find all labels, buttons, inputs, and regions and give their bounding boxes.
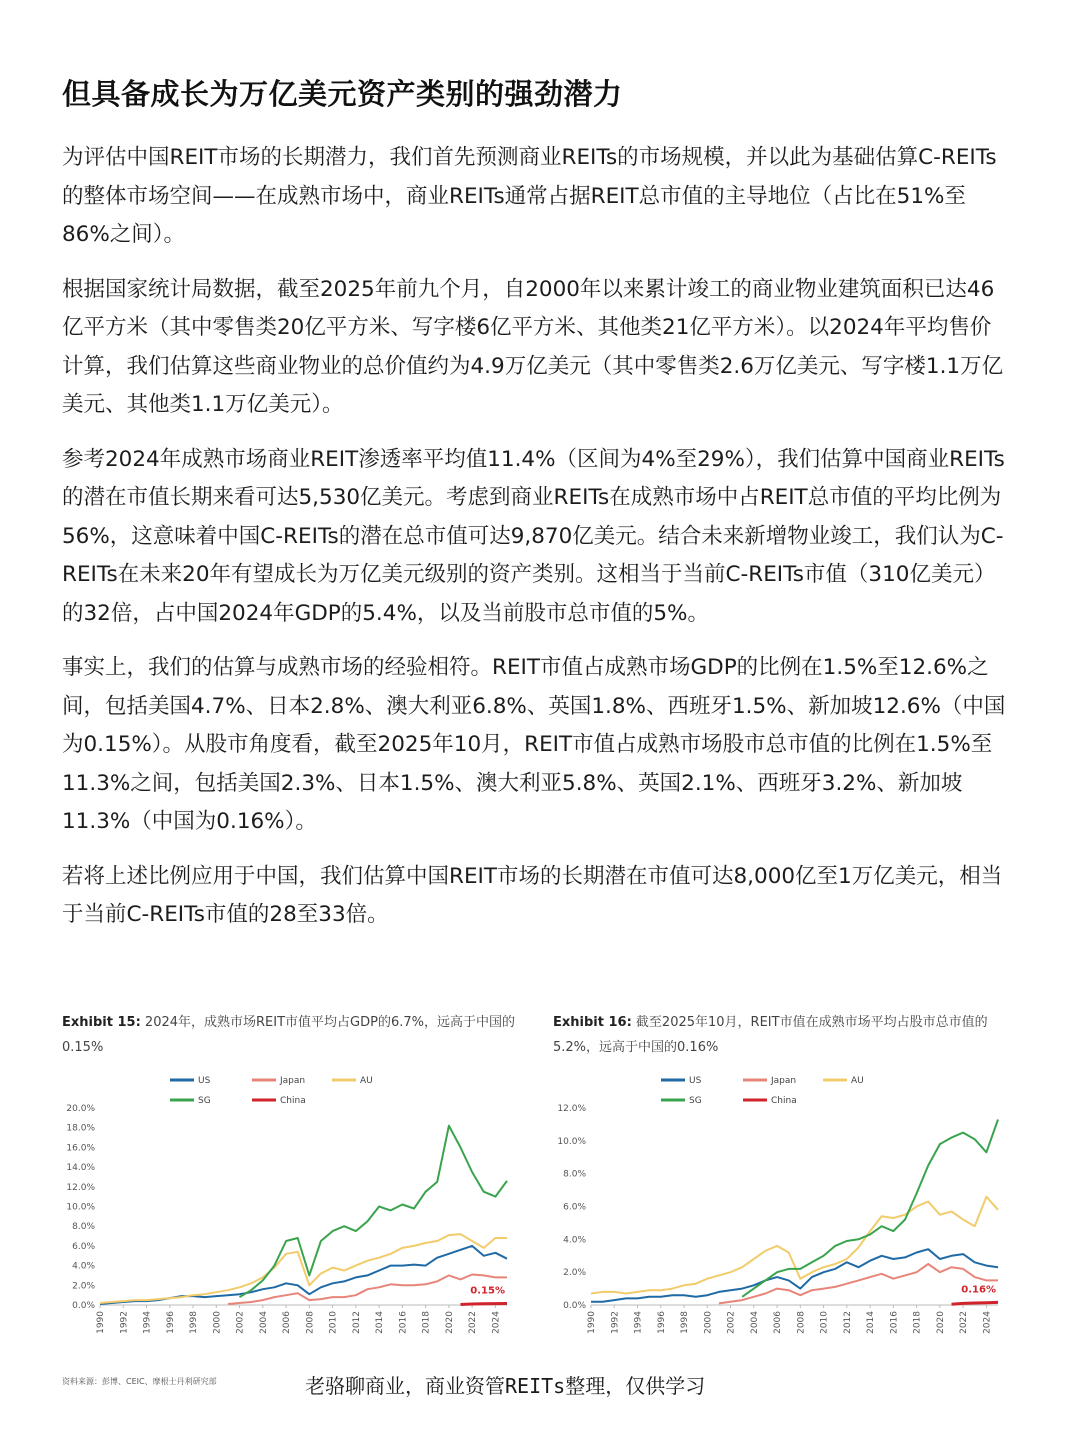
legend-label-au: AU [851,1076,864,1086]
x-tick-label: 2012 [842,1311,853,1334]
x-tick-label: 2020 [935,1311,946,1334]
source-note: 资料来源：彭博、CEIC、摩根士丹利研究部 [62,1377,217,1386]
x-tick-label: 2018 [912,1311,923,1334]
legend-label-japan: Japan [771,1076,797,1086]
x-tick-label: 2024 [982,1311,993,1334]
y-tick-label: 8.0% [72,1222,95,1233]
x-tick-label: 1996 [656,1311,667,1334]
exhibit-16 [553,1010,1008,1354]
x-tick-label: 2022 [959,1311,970,1334]
y-tick-label: 2.0% [563,1268,586,1279]
y-tick-label: 4.0% [563,1235,586,1246]
y-tick-label: 10.0% [557,1136,586,1147]
x-tick-label: 1990 [587,1311,597,1334]
y-tick-label: 12.0% [66,1182,95,1193]
x-tick-label: 1990 [96,1311,106,1334]
legend-label-china: China [280,1096,306,1106]
exhibit-15-caption [62,1010,517,1060]
x-tick-label: 1992 [119,1311,130,1334]
y-tick-label: 4.0% [72,1261,95,1272]
exhibits-row [62,1010,1012,1350]
y-tick-label: 0.0% [563,1301,586,1311]
legend-label-us: US [198,1076,211,1086]
x-tick-label: 2002 [235,1311,246,1334]
y-tick-label: 6.0% [72,1241,95,1252]
legend-label-sg: SG [198,1096,211,1106]
x-tick-label: 2014 [375,1311,386,1334]
exhibit-16-text: 截至2025年10月，REIT市值在成熟市场平均占股市总市值的5.2%，远高于中国的0.16% [553,1015,988,1055]
x-tick-label: 2022 [468,1311,479,1334]
x-tick-label: 2014 [866,1311,877,1334]
x-tick-label: 2008 [796,1311,807,1334]
series-line-china [461,1304,508,1305]
x-tick-label: 2000 [703,1311,714,1334]
legend-label-sg: SG [689,1096,702,1106]
paragraph-3: 参考2024年成熟市场商业REIT渗透率平均值11.4%（区间为4%至29%），我们估算中国商业REITs的潜在市值长期来看可达5,530亿美元。考虑到商业REITs在成熟市场中占REIT总市值的平均比例为56%，这意味着中国C-REITs的潜在总市值可达9,870亿美元。结合未来新增物业竣工，我们认为C-REITs在未来20年有望成长为万亿美元级别的资产类别。这相当于当前C-REITs市值（310亿美元）的32倍，占中国2024年GDP的5.4%，以及当前股市总市值的5%。 [62,446,1005,626]
legend-label-us: US [689,1076,702,1086]
legend-label-japan: Japan [280,1076,306,1086]
series-line-sg [240,1126,508,1297]
y-tick-label: 8.0% [563,1169,586,1180]
exhibit-15 [62,1010,517,1354]
series-line-au [100,1234,507,1303]
y-tick-label: 6.0% [563,1202,586,1213]
y-tick-label: 20.0% [66,1104,95,1114]
x-tick-label: 2012 [351,1311,362,1334]
series-line-japan [228,1275,507,1305]
x-tick-label: 2010 [819,1311,830,1334]
x-tick-label: 2020 [444,1311,455,1334]
exhibit-15-label: Exhibit 15: [62,1015,141,1030]
exhibit-16-label: Exhibit 16: [553,1015,632,1030]
series-line-sg [742,1120,998,1297]
x-tick-label: 2016 [398,1311,409,1334]
x-tick-label: 1994 [633,1311,644,1334]
exhibit-16-chart [553,1060,1008,1350]
y-tick-label: 18.0% [66,1123,95,1134]
x-tick-label: 2024 [491,1311,502,1334]
x-tick-label: 2006 [282,1311,293,1334]
x-tick-label: 2004 [749,1311,760,1334]
paragraph-4: 事实上，我们的估算与成熟市场的经验相符。REIT市值占成熟市场GDP的比例在1.5%至12.6%之间，包括美国4.7%、日本2.8%、澳大利亚6.8%、英国1.8%、西班牙1.5%、新加坡12.6%（中国为0.15%）。从股市角度看，截至2025年10月，REIT市值占成熟市场股市总市值的比例在1.5%至11.3%之间，包括美国2.3%、日本1.5%、澳大利亚5.8%、英国2.1%、西班牙3.2%、新加坡11.3%（中国为0.16%）。 [62,655,1006,834]
x-tick-label: 2004 [258,1311,269,1334]
x-tick-label: 1994 [142,1311,153,1334]
china-annotation: 0.15% [470,1285,505,1297]
y-tick-label: 12.0% [557,1104,586,1114]
x-tick-label: 2008 [305,1311,316,1334]
x-tick-label: 2002 [726,1311,737,1334]
series-line-china [952,1302,999,1304]
x-tick-label: 2018 [421,1311,432,1334]
page-title: 但具备成长为万亿美元资产类别的强劲潜力 [62,77,623,111]
x-tick-label: 1992 [610,1311,621,1334]
x-tick-label: 2006 [773,1311,784,1334]
document-page [62,72,1012,951]
legend-label-au: AU [360,1076,373,1086]
x-tick-label: 1996 [165,1311,176,1334]
y-tick-label: 14.0% [66,1163,95,1174]
y-tick-label: 10.0% [66,1202,95,1213]
paragraph-1: 为评估中国REIT市场的长期潜力，我们首先预测商业REITs的市场规模，并以此为基础估算C-REITs的整体市场空间——在成熟市场中，商业REITs通常占据REIT总市值的主导地位（占比在51%至86%之间）。 [62,145,997,247]
exhibit-16-caption [553,1010,1008,1060]
paragraph-2: 根据国家统计局数据，截至2025年前九个月，自2000年以来累计竣工的商业物业建筑面积已达46亿平方米（其中零售类20亿平方米、写字楼6亿平方米、其他类21亿平方米）。以2024年平均售价计算，我们估算这些商业物业的总价值约为4.9万亿美元（其中零售类2.6万亿美元、写字楼1.1万亿美元、其他类1.1万亿美元）。 [62,276,1004,417]
exhibit-15-chart [62,1060,517,1350]
legend-label-china: China [771,1096,797,1106]
x-tick-label: 1998 [680,1311,691,1334]
x-tick-label: 2016 [889,1311,900,1334]
exhibit-15-text: 2024年，成熟市场REIT市值平均占GDP的6.7%，远高于中国的0.15% [62,1015,515,1055]
y-tick-label: 2.0% [72,1281,95,1292]
y-tick-label: 16.0% [66,1143,95,1154]
series-line-au [591,1197,998,1294]
series-line-us [591,1249,998,1302]
y-tick-label: 0.0% [72,1301,95,1311]
x-tick-label: 2000 [212,1311,223,1334]
x-tick-label: 2010 [328,1311,339,1334]
china-annotation: 0.16% [961,1284,996,1296]
footer-watermark: 老骆聊商业，商业资管REITs整理，仅供学习 [305,1374,706,1398]
x-tick-label: 1998 [189,1311,200,1334]
paragraph-5: 若将上述比例应用于中国，我们估算中国REIT市场的长期潜在市值可达8,000亿至1万亿美元，相当于当前C-REITs市值的28至33倍。 [62,863,1003,927]
